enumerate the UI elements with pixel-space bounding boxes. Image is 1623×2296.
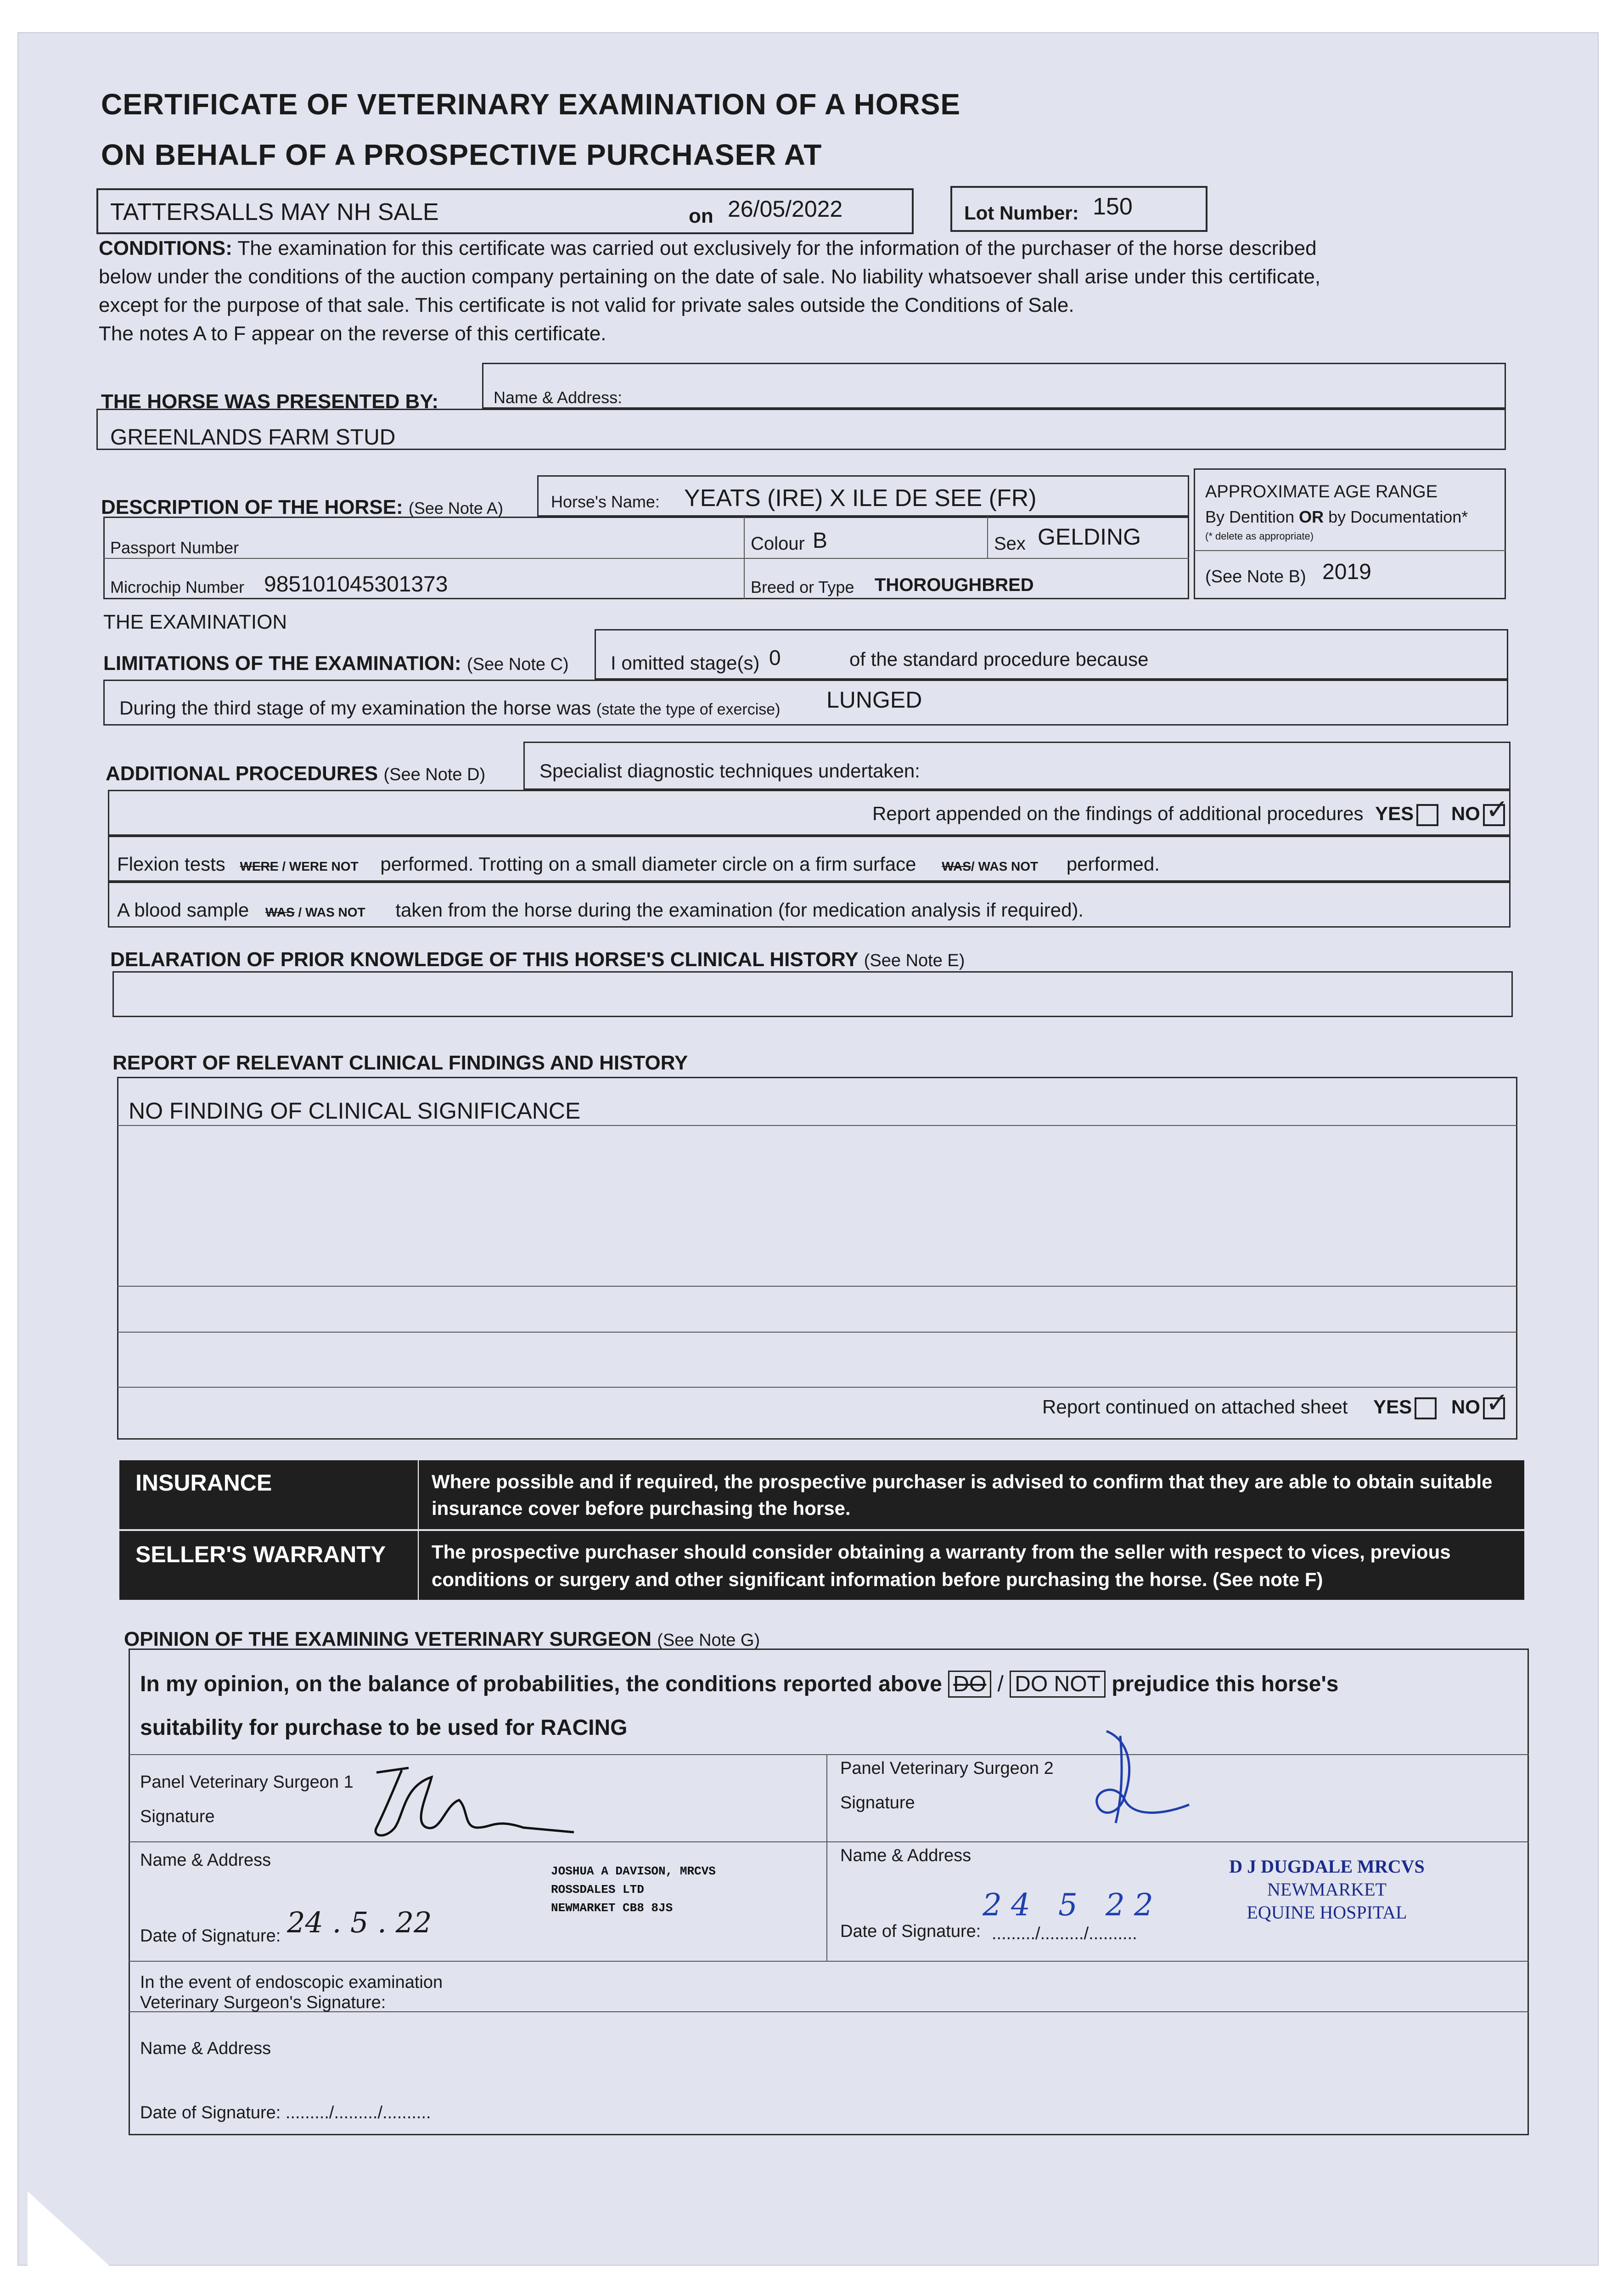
omitted-value: 0: [769, 646, 781, 670]
blood-row: [117, 899, 1084, 921]
conditions-text: [99, 234, 1499, 348]
presented-label: THE HORSE WAS PRESENTED BY:: [101, 390, 439, 413]
surgeon2-stamp-line: EQUINE HOSPITAL: [1247, 1902, 1407, 1923]
report-heading: REPORT OF RELEVANT CLINICAL FINDINGS AND HISTORY: [112, 1052, 688, 1074]
description-note: (See Note A): [408, 499, 503, 518]
surgeon2-name-label: Name & Address: [840, 1846, 972, 1865]
warranty-label: SELLER'S WARRANTY: [135, 1542, 386, 1567]
trot-was-not: WAS NOT: [978, 859, 1039, 873]
age-note-label: (See Note B): [1205, 567, 1306, 586]
warranty-text-1: The prospective purchaser should consider obtaining a warranty from the seller with respect to vices, previous: [432, 1541, 1451, 1563]
declaration-note: (See Note E): [864, 951, 965, 970]
passport-label: Passport Number: [110, 538, 239, 557]
continued-no-label: NO: [1451, 1396, 1480, 1418]
trot-performed: performed.: [1066, 853, 1160, 875]
surgeon1-signature: [358, 1759, 597, 1846]
age-value: 2019: [1322, 560, 1371, 584]
surgeon1-stamp-line: ROSSDALES LTD: [551, 1883, 644, 1896]
report-finding: NO FINDING OF CLINICAL SIGNIFICANCE: [129, 1098, 581, 1124]
report-line: [117, 1286, 1517, 1287]
page-curl: [28, 2191, 129, 2283]
age-delete-note: (* delete as appropriate): [1205, 530, 1314, 542]
insurance-text: [432, 1469, 1493, 1522]
grid-divider: [103, 558, 1189, 559]
sale-date: 26/05/2022: [728, 196, 843, 222]
presented-name-label: Name & Address:: [494, 388, 623, 407]
additional-heading: [106, 762, 485, 785]
age-method: [1205, 507, 1468, 527]
sig-grid-line: [129, 1841, 1529, 1842]
warranty-band: [119, 1531, 1524, 1600]
additional-note: (See Note D): [383, 765, 486, 784]
omitted-suffix: of the standard procedure because: [849, 648, 1149, 670]
sig-grid-line: [129, 1754, 1529, 1755]
opinion-line-2: suitability for purchase to be used for RACING: [140, 1716, 628, 1740]
surgeon2-stamp-line: D J DUGDALE MRCVS: [1229, 1856, 1425, 1877]
conditions-line-2: below under the conditions of the auction company pertaining on the date of sale. No liability whatsoever shall arise under this certificate,: [99, 265, 1321, 288]
age-or: OR: [1299, 507, 1324, 526]
appended-no-checkbox[interactable]: [1483, 793, 1509, 826]
endoscopic-line-1: In the event of endoscopic examination: [140, 1973, 443, 1992]
surgeon2-signature-label: Signature: [840, 1793, 915, 1812]
declaration-box: [112, 971, 1513, 1017]
conditions-label: CONDITIONS:: [99, 237, 232, 259]
colour-value: B: [813, 529, 828, 553]
blood-text: taken from the horse during the examination (for medication analysis if required).: [395, 899, 1084, 921]
description-label: DESCRIPTION OF THE HORSE:: [101, 496, 403, 518]
breed-value: THOROUGHBRED: [875, 575, 1034, 595]
sex-label: Sex: [994, 534, 1026, 554]
appended-no-label: NO: [1451, 803, 1480, 824]
breed-label: Breed or Type: [751, 578, 854, 597]
blood-was-struck: WAS: [265, 905, 295, 919]
surgeon1-name-label: Name & Address: [140, 1851, 271, 1870]
warranty-text-2: conditions or surgery and other significant information before purchasing the horse. (See note F): [432, 1569, 1323, 1590]
horse-name: YEATS (IRE) X ILE DE SEE (FR): [684, 485, 1037, 512]
conditions-line-4: The notes A to F appear on the reverse of this certificate.: [99, 322, 607, 345]
examination-heading: THE EXAMINATION: [103, 611, 287, 633]
lot-label: Lot Number:: [964, 202, 1079, 224]
opinion-do-not: DO NOT: [1010, 1671, 1106, 1698]
blood-label: A blood sample: [117, 899, 249, 921]
sig-grid-line: [129, 1961, 1529, 1962]
flexion-row: [117, 853, 1160, 875]
lot-number: 150: [1093, 193, 1133, 220]
sale-name: TATTERSALLS MAY NH SALE: [110, 199, 439, 225]
sale-on-label: on: [689, 205, 713, 227]
sex-value: GELDING: [1038, 524, 1141, 550]
third-stage-label: During the third stage of my examination the horse was: [119, 697, 591, 719]
limitations-label: LIMITATIONS OF THE EXAMINATION:: [103, 652, 461, 675]
insurance-band: [119, 1460, 1524, 1529]
band-divider: [418, 1531, 419, 1600]
presented-name-box: [482, 363, 1506, 409]
checkmark-icon: ✓: [1485, 793, 1509, 825]
specialist-label: Specialist diagnostic techniques undertaken:: [539, 760, 920, 782]
opinion-line-1: [140, 1671, 1338, 1697]
flexion-separator: /: [278, 859, 289, 873]
surgeon2-date-label: Date of Signature:: [840, 1922, 981, 1941]
microchip-label: Microchip Number: [110, 578, 245, 597]
report-appended: [872, 793, 1509, 826]
surgeon1-date-label: Date of Signature:: [140, 1926, 281, 1946]
endoscopic-label: [140, 1972, 443, 2013]
appended-yes-checkbox[interactable]: [1416, 804, 1438, 826]
trot-separator: /: [971, 859, 978, 873]
additional-label: ADDITIONAL PROCEDURES: [106, 762, 378, 785]
surgeon2-date-blank: ........./........./..........: [992, 1924, 1137, 1943]
surgeon1-stamp-line: NEWMARKET CB8 8JS: [551, 1901, 673, 1915]
continued-yes-checkbox[interactable]: [1415, 1397, 1437, 1419]
opinion-heading: [124, 1628, 760, 1651]
opinion-label: OPINION OF THE EXAMINING VETERINARY SURGEON: [124, 1628, 652, 1650]
report-appended-label: Report appended on the findings of additional procedures: [872, 803, 1364, 824]
description-heading: [101, 496, 503, 519]
flexion-were-struck: WERE: [240, 859, 279, 873]
flexion-were-not: WERE NOT: [289, 859, 359, 873]
age-by-documentation: by Documentation*: [1324, 507, 1468, 526]
continued-no-checkbox[interactable]: [1483, 1387, 1509, 1419]
trotting-text: performed. Trotting on a small diameter circle on a firm surface: [380, 853, 916, 875]
declaration-heading: [110, 948, 965, 971]
report-line: [117, 1125, 1517, 1126]
surgeon1-label: Panel Veterinary Surgeon 1: [140, 1773, 354, 1792]
trot-was-struck: WAS: [942, 859, 971, 873]
insurance-text-1: Where possible and if required, the prospective purchaser is advised to confirm that they are able to obtain suitable: [432, 1471, 1493, 1492]
age-label: APPROXIMATE AGE RANGE: [1205, 482, 1438, 501]
surgeon2-date: 24 5 22: [983, 1887, 1162, 1923]
insurance-text-2: insurance cover before purchasing the horse.: [432, 1497, 851, 1519]
surgeon2-signature: [1074, 1722, 1230, 1841]
conditions-line-3: except for the purpose of that sale. This certificate is not valid for private sales outside the Conditions of Sale.: [99, 294, 1074, 316]
surgeon2-stamp-line: NEWMARKET: [1267, 1879, 1387, 1900]
presented-value: GREENLANDS FARM STUD: [110, 425, 396, 450]
limitations-note: (See Note C): [466, 655, 569, 674]
opinion-note: (See Note G): [657, 1631, 760, 1650]
third-stage-value: LUNGED: [826, 687, 922, 713]
surgeon1-stamp: [551, 1862, 716, 1917]
report-continued-label: Report continued on attached sheet: [1042, 1396, 1348, 1418]
opinion-slash: /: [997, 1672, 1004, 1696]
band-divider: [418, 1460, 419, 1529]
report-box: [117, 1077, 1517, 1440]
age-divider: [1194, 550, 1506, 551]
report-line: [117, 1387, 1517, 1388]
microchip-value: 985101045301373: [264, 572, 448, 597]
endoscopic-name-label: Name & Address: [140, 2039, 271, 2058]
flexion-label: Flexion tests: [117, 853, 225, 875]
declaration-label: DELARATION OF PRIOR KNOWLEDGE OF THIS HORSE'S CLINICAL HISTORY: [110, 948, 859, 971]
report-line: [117, 1332, 1517, 1333]
omitted-label: I omitted stage(s): [611, 652, 760, 674]
opinion-text-b: prejudice this horse's: [1112, 1672, 1339, 1696]
continued-yes-label: YES: [1373, 1396, 1412, 1418]
blood-was-not: WAS NOT: [305, 905, 365, 919]
endoscopic-date-label: Date of Signature:: [140, 2103, 281, 2122]
third-stage-note: (state the type of exercise): [596, 701, 781, 718]
appended-yes-label: YES: [1375, 803, 1414, 824]
warranty-text: [432, 1538, 1451, 1593]
age-by-dentition: By Dentition: [1205, 507, 1299, 526]
grid-divider: [987, 517, 988, 558]
surgeon2-stamp: [1185, 1855, 1469, 1924]
blood-separator: /: [294, 905, 305, 919]
opinion-text-a: In my opinion, on the balance of probabilities, the conditions reported above: [140, 1672, 942, 1696]
grid-divider: [744, 517, 745, 599]
surgeon1-stamp-line: JOSHUA A DAVISON, MRCVS: [551, 1864, 716, 1878]
sig-grid-divider: [826, 1754, 827, 1961]
horse-name-label: Horse's Name:: [551, 492, 660, 511]
endoscopic-line-2: Veterinary Surgeon's Signature:: [140, 1993, 386, 2012]
endoscopic-date-blank: ........./........./..........: [285, 2103, 431, 2122]
opinion-do-struck: DO: [948, 1671, 991, 1698]
colour-label: Colour: [751, 534, 805, 554]
conditions-line-1: The examination for this certificate was carried out exclusively for the information of the purchaser of the horse described: [237, 237, 1317, 259]
limitations-heading: [103, 652, 569, 675]
endoscopic-date: [140, 2103, 431, 2123]
insurance-label: INSURANCE: [135, 1470, 272, 1496]
surgeon1-date: 24 . 5 . 22: [287, 1906, 432, 1939]
title-line-1: CERTIFICATE OF VETERINARY EXAMINATION OF A HORSE: [101, 88, 961, 121]
surgeon2-label: Panel Veterinary Surgeon 2: [840, 1759, 1054, 1778]
third-stage: [119, 697, 781, 719]
checkmark-icon: ✓: [1485, 1387, 1509, 1418]
title-line-2: ON BEHALF OF A PROSPECTIVE PURCHASER AT: [101, 138, 822, 171]
surgeon1-signature-label: Signature: [140, 1807, 215, 1826]
report-continued: [1042, 1387, 1509, 1419]
